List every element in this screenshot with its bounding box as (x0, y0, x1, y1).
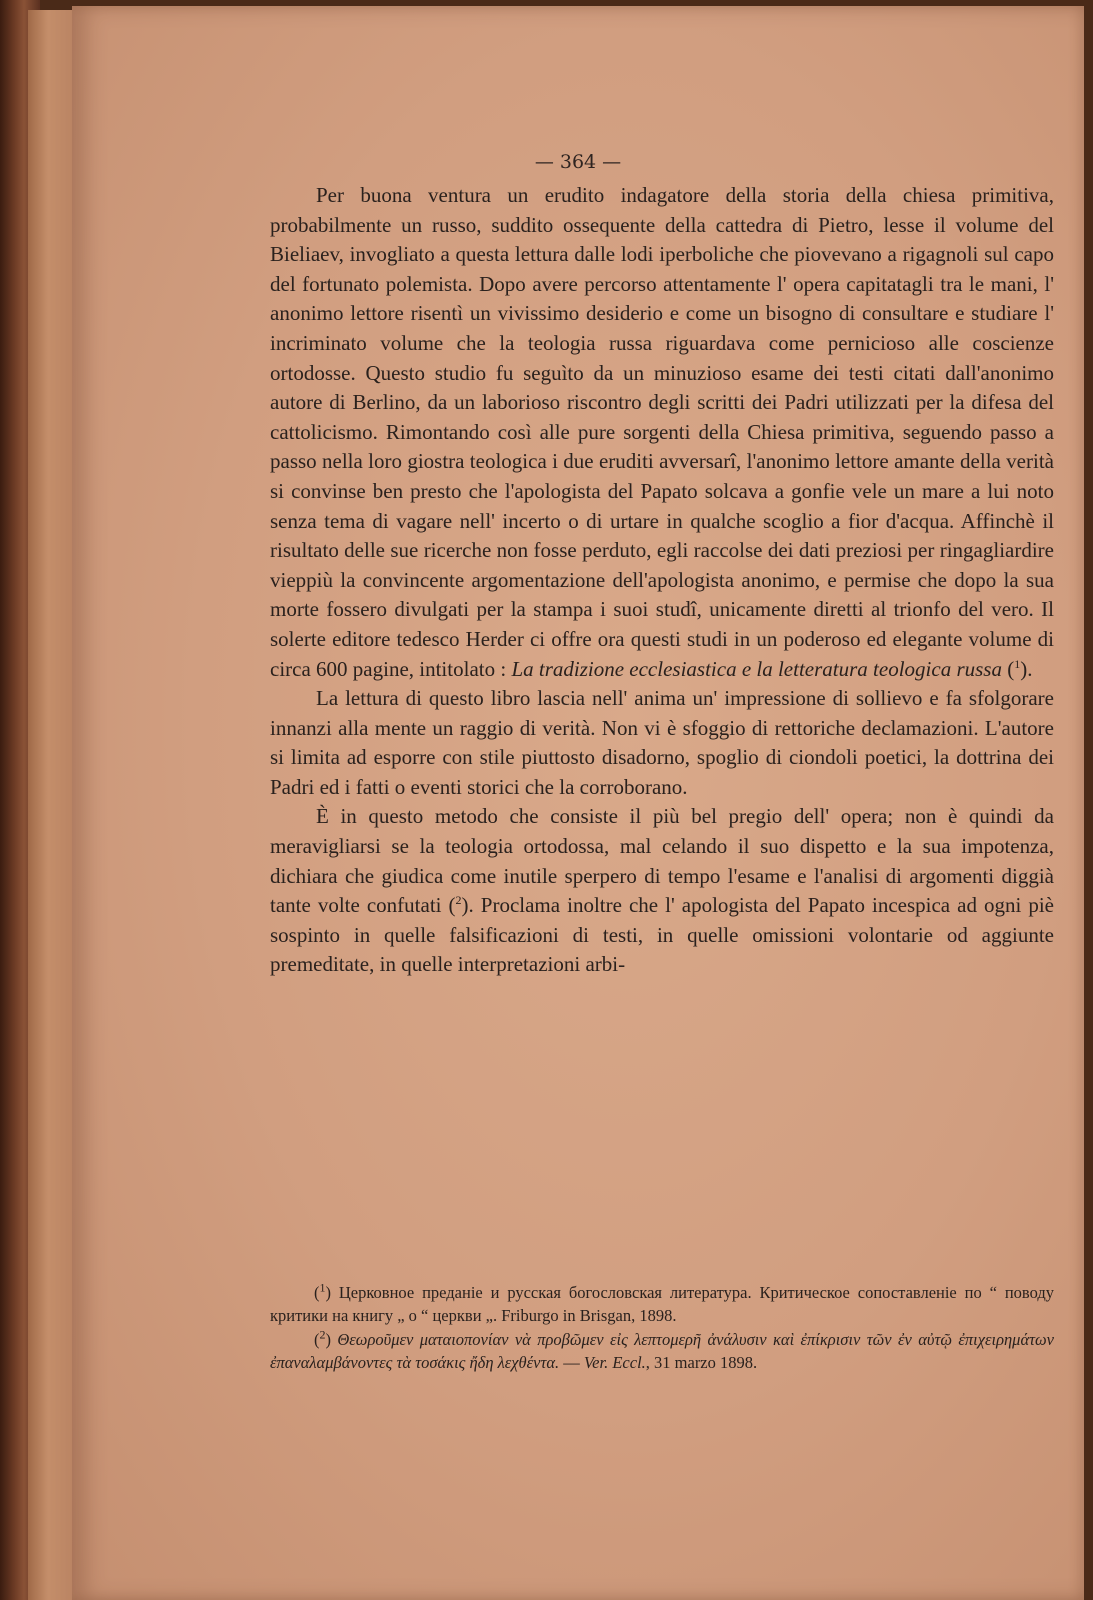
paragraph-1 (270, 181, 1054, 684)
paragraph-3-text-b: ). Proclama inoltre che l' apologista del Papato incespica ad ogni piè sospinto in quelle falsificazioni di testi, in quelle omissioni volontarie od aggiunte premeditate, in quelle interpretazioni arbi- (270, 893, 1054, 977)
footnote-2-date: , 31 marzo 1898. (645, 1352, 758, 1372)
paragraph-3 (270, 802, 1054, 980)
footnote-2: ($^2$) Θεωροῦμεν ματαιοπονίαν νὰ προβῶμεν εἰς λεπτομερῆ ἀνάλυσιν καὶ ἐπίκρισιν τῶν ἐν αὐτῷ ἐπιχειρημάτων ἐπαναλαμβάνοντες τὰ τοσάκις ἤδη λεχθέντα. — Ver. Eccl., 31 marzo 1898. (270, 1327, 1054, 1372)
footnote-2-source: Ver. Eccl. (583, 1352, 646, 1372)
book-title: La tradizione ecclesiastica e la letteratura teologica russa (511, 656, 1002, 681)
footnote-ref-2: 2 (455, 893, 462, 908)
page-number: — 364 — (534, 151, 622, 173)
footnote-1-marker: 1 (319, 1280, 326, 1295)
paren-close: ). (1020, 656, 1033, 681)
footnotes (270, 1282, 1054, 1376)
paren-open: ( (1001, 656, 1015, 681)
footnote-ref-1: 1 (1014, 656, 1021, 671)
paragraph-1-text: Per buona ventura un erudito indagatore della storia della chiesa primitiva, probabilmente un russo, suddito ossequente della cattedra di Pietro, lesse il volume del Bieliaev, invogliato a questa lettura dalle lodi iperboliche che piovevano a rigagnoli sul capo del fortunato polemista. Dopo avere percorso attentamente l' opera capitatagli tra le mani, l' anonimo lettore risentì un vivissimo desiderio e come un bisogno di consultare e studiare l' incriminato volume che la teologia russa riguardava come pernicioso alle coscienze ortodosse. Questo studio fu seguìto da un minuzioso esame dei testi citati dall'anonimo autore di Berlino, da un laborioso riscontro degli scritti dei Padri utilizzati per la difesa del cattolicismo. Rimontando così alle pure sorgenti della Chiesa primitiva, seguendo passo a passo nella loro giostra teologica i due eruditi avversarî, l'anonimo lettore amante della verità si convinse ben presto che l'apologista del Papato solcava a gonfie vele un mare a lui noto senza tema di vagare nell' incerto o di urtare in qualche scoglio a fior d'acqua. Affinchè il risultato delle sue ricerche non fosse perduto, egli raccolse dei dati preziosi per ringagliardire vieppiù la convincente argomentazione dell'apologista anonimo, e permise che dopo la sua morte fossero divulgati per la stampa i suoi studî, unicamente diretti al trionfo del vero. Il solerte editore tedesco Herder ci offre ora questi studi in un poderoso ed elegante volume di circa 600 pagine, intitolato : (270, 183, 1054, 681)
paragraph-2: La lettura di questo libro lascia nell' anima un' impressione di sollievo e fa sfolgorare innanzi alla mente un raggio di verità. Non vi è sfoggio di rettoriche declamazioni. L'autore si limita ad esporre con stile piuttosto disadorno, spoglio di ciondoli poetici, la dottrina dei Padri ed i fatti o eventi storici che la corroborano. (270, 686, 1054, 799)
footnote-2-marker: 2 (319, 1327, 326, 1342)
footnote-2-greek: Θεωροῦμεν ματαιοπονίαν νὰ προβῶμεν εἰς λεπτομερῆ ἀνάλυσιν καὶ ἐπίκρισιν τῶν ἐν αὐτῷ ἐπιχειρημάτων ἐπαναλαμβάνοντες τὰ τοσάκις ἤδη λεχθέντα. (270, 1330, 1054, 1372)
book-page (72, 6, 1084, 1600)
body-text (270, 181, 1054, 980)
footnote-1-text: Церковное преданіе и русская богословская литература. Критическое сопоставленіе по “ поводу критики на книгу „ о “ церкви „. Friburgo in Brisgan, 1898. (270, 1283, 1054, 1325)
footnote-1: ($^1$) Церковное преданіе и русская богословская литература. Критическое сопоставленіе по “ поводу критики на книгу „ о “ церкви „. Friburgo in Brisgan, 1898. (270, 1280, 1054, 1325)
footnote-2-dash: — (559, 1352, 584, 1372)
paragraph-3-text-a: È in questo metodo che consiste il più bel pregio dell' opera; non è quindi da meravigliarsi se la teologia ortodossa, mal celando il suo dispetto e la sua impotenza, dichiara che giudica come inutile sperpero di tempo l'esame e l'analisi di argomenti diggià tante volte confutati ( (270, 804, 1054, 918)
